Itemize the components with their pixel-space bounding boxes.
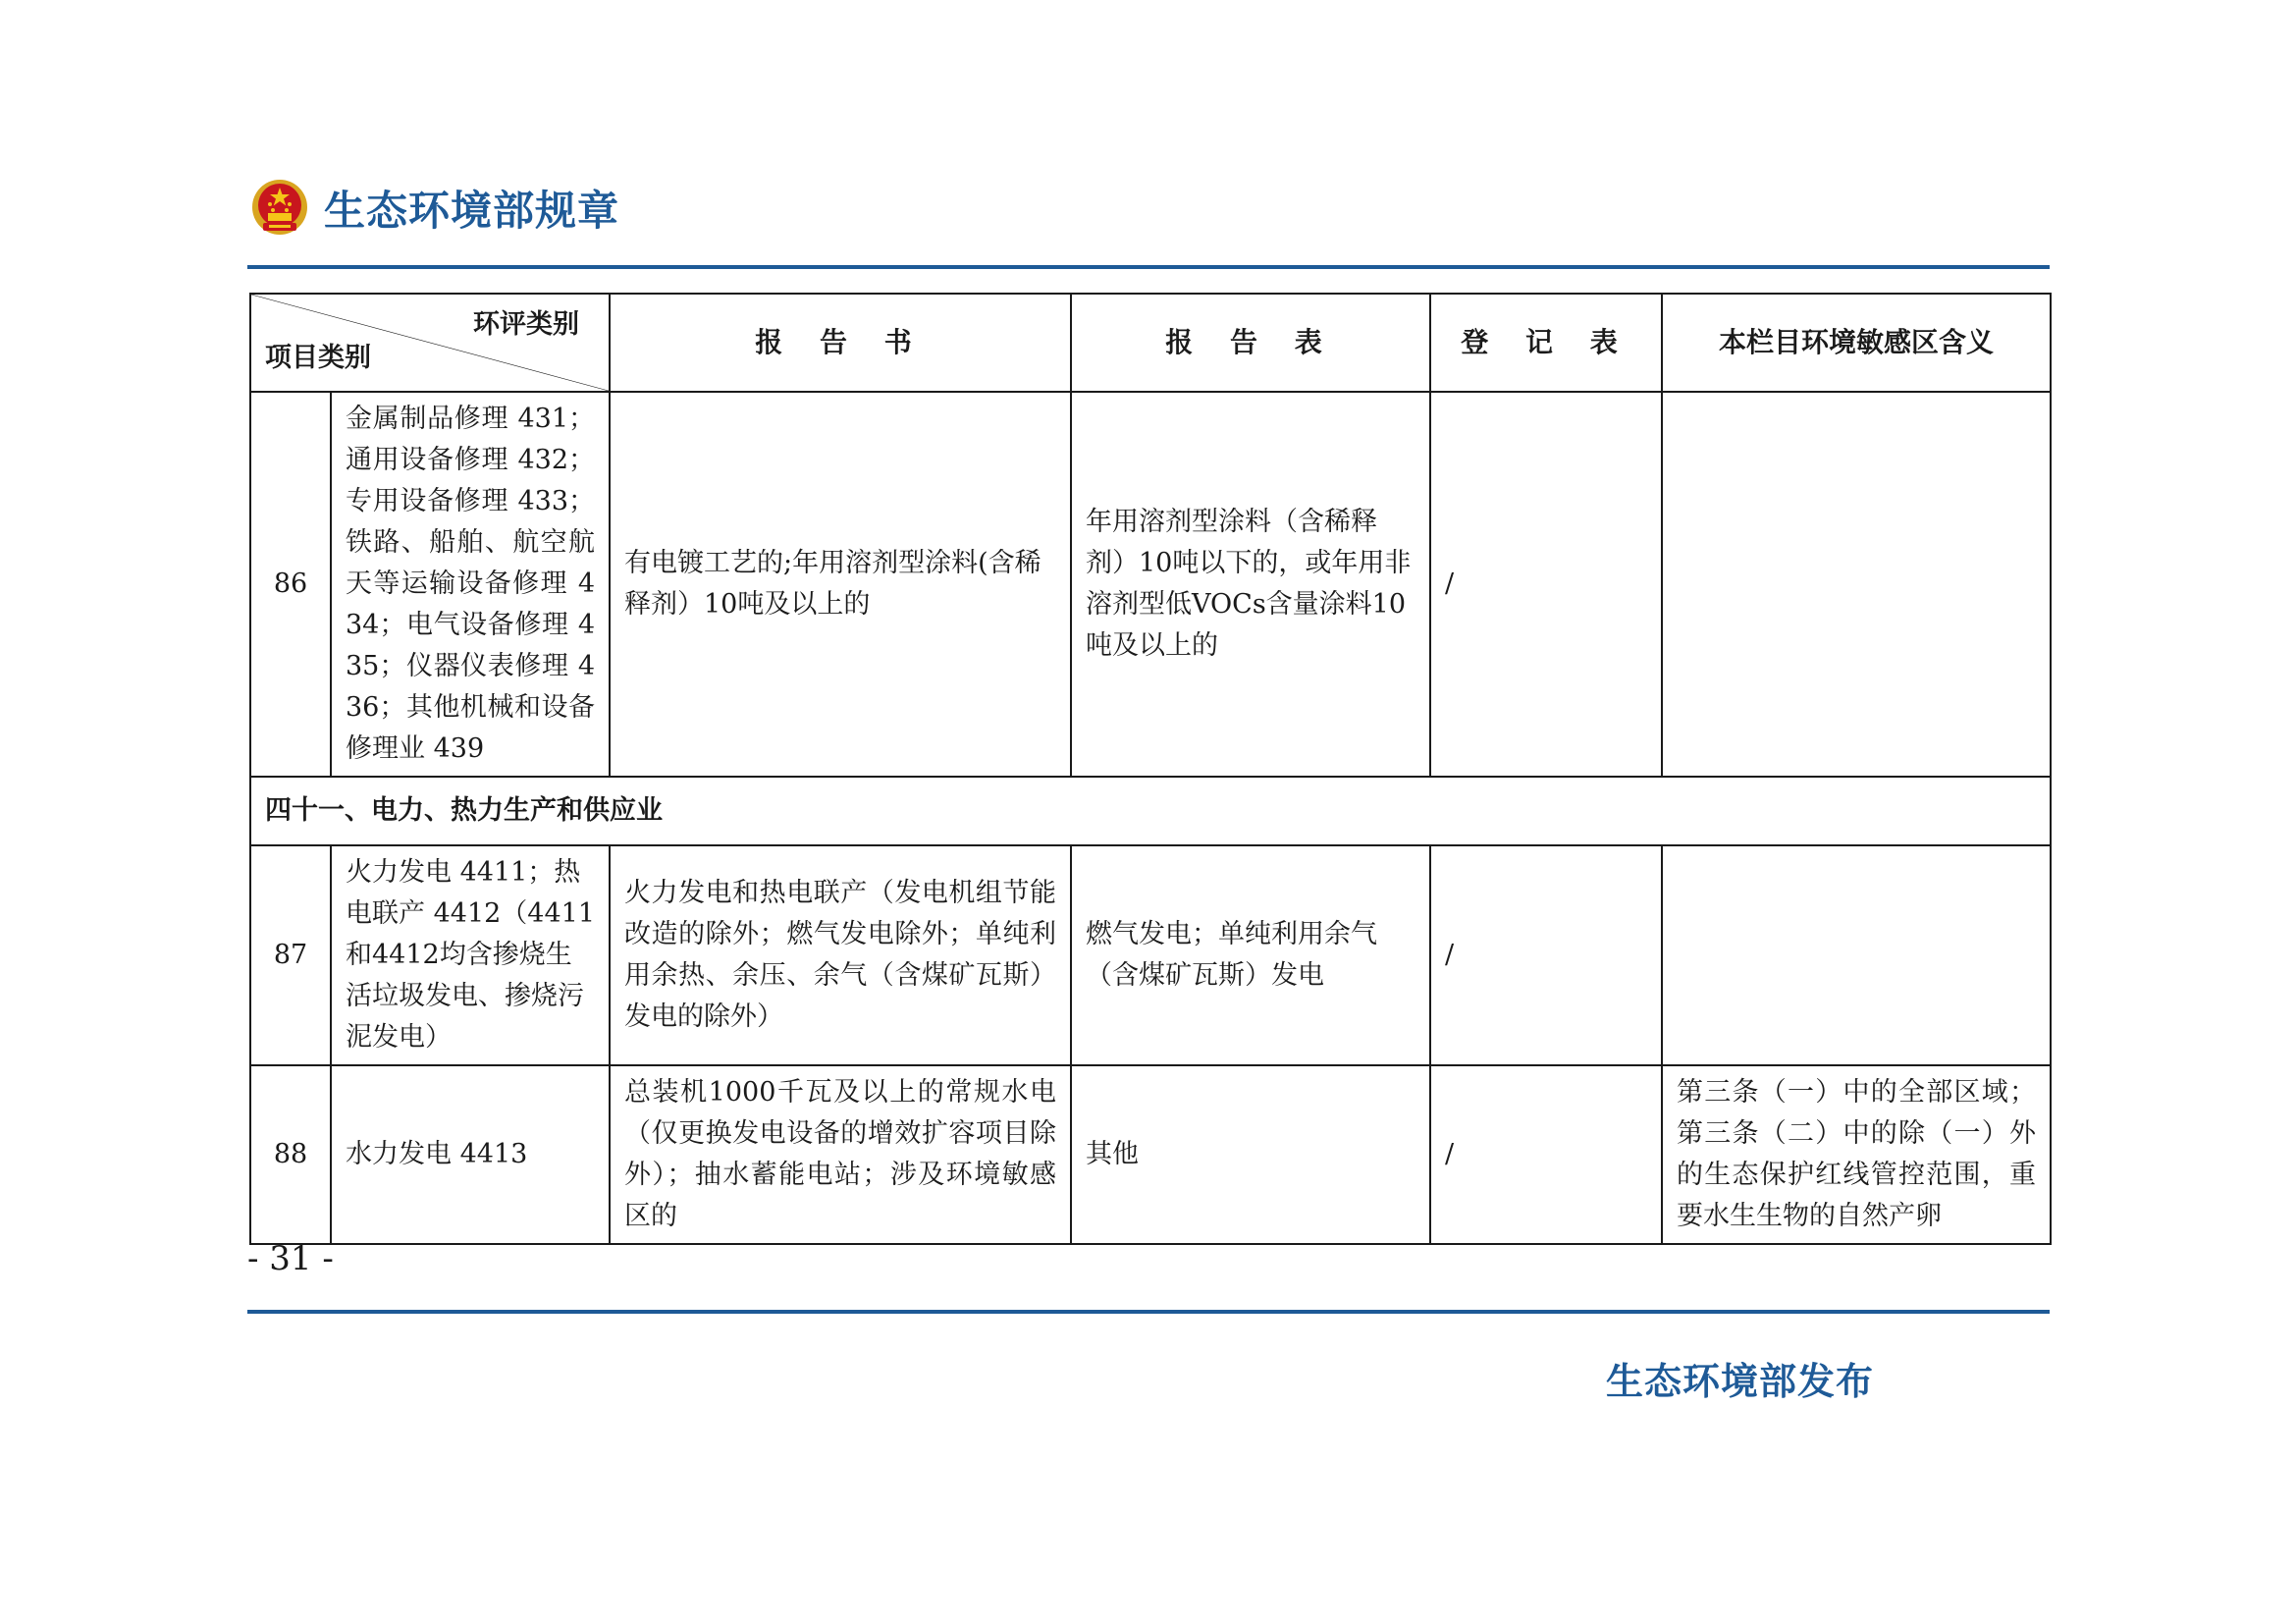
corner-label-assessment: 环评类别 xyxy=(473,309,579,340)
sensitive-area-definition xyxy=(1662,845,2051,1065)
publisher-label: 生态环境部发布 xyxy=(1606,1360,1875,1403)
header-divider xyxy=(247,265,2050,269)
table-row xyxy=(250,845,2051,1065)
report-form-criteria: 年用溶剂型涂料（含稀释剂）10吨以下的，或年用非溶剂型低VOCs含量涂料10吨及以上的 xyxy=(1071,392,1430,777)
project-category: 火力发电 4411；热电联产 4412（4411和4412均含掺烧生活垃圾发电、掺烧污泥发电） xyxy=(331,845,610,1065)
sensitive-area-definition xyxy=(1662,392,2051,777)
section-heading: 四十一、电力、热力生产和供应业 xyxy=(250,777,2051,845)
row-number: 87 xyxy=(250,845,331,1065)
header-title: 生态环境部规章 xyxy=(324,187,620,235)
section-row xyxy=(250,777,2051,845)
footer-divider xyxy=(247,1310,2050,1314)
report-book-criteria: 总装机1000千瓦及以上的常规水电（仅更换发电设备的增效扩容项目除外）；抽水蓄能电站；涉及环境敏感区的 xyxy=(610,1065,1071,1244)
corner-header-cell xyxy=(250,294,610,392)
report-form-criteria: 燃气发电；单纯利用余气（含煤矿瓦斯）发电 xyxy=(1071,845,1430,1065)
table-row xyxy=(250,1065,2051,1244)
registration-criteria: / xyxy=(1430,392,1662,777)
row-number: 86 xyxy=(250,392,331,777)
corner-label-project: 项目类别 xyxy=(265,343,371,373)
table-header-row xyxy=(250,294,2051,392)
report-book-criteria: 有电镀工艺的;年用溶剂型涂料(含稀释剂）10吨及以上的 xyxy=(610,392,1071,777)
classification-table xyxy=(249,293,2052,1245)
project-category: 水力发电 4413 xyxy=(331,1065,610,1244)
national-emblem-icon xyxy=(249,178,310,239)
project-category: 金属制品修理 431；通用设备修理 432；专用设备修理 433；铁路、船舶、航空航天等运输设备修理 434；电气设备修理 435；仪器仪表修理 436；其他机械和设备修理业 439 xyxy=(331,392,610,777)
report-form-criteria: 其他 xyxy=(1071,1065,1430,1244)
registration-criteria: / xyxy=(1430,845,1662,1065)
column-header-sensitive-area: 本栏目环境敏感区含义 xyxy=(1662,294,2051,392)
column-header-report-form: 报 告 表 xyxy=(1071,294,1430,392)
sensitive-area-definition: 第三条（一）中的全部区域；第三条（二）中的除（一）外的生态保护红线管控范围，重要水生生物的自然产卵 xyxy=(1662,1065,2051,1244)
column-header-report-book: 报 告 书 xyxy=(610,294,1071,392)
column-header-registration: 登 记 表 xyxy=(1430,294,1662,392)
row-number: 88 xyxy=(250,1065,331,1244)
report-book-criteria: 火力发电和热电联产（发电机组节能改造的除外；燃气发电除外；单纯利用余热、余压、余气（含煤矿瓦斯）发电的除外） xyxy=(610,845,1071,1065)
table-row xyxy=(250,392,2051,777)
page-number: - 31 - xyxy=(247,1239,334,1278)
registration-criteria: / xyxy=(1430,1065,1662,1244)
page-header xyxy=(249,173,619,243)
